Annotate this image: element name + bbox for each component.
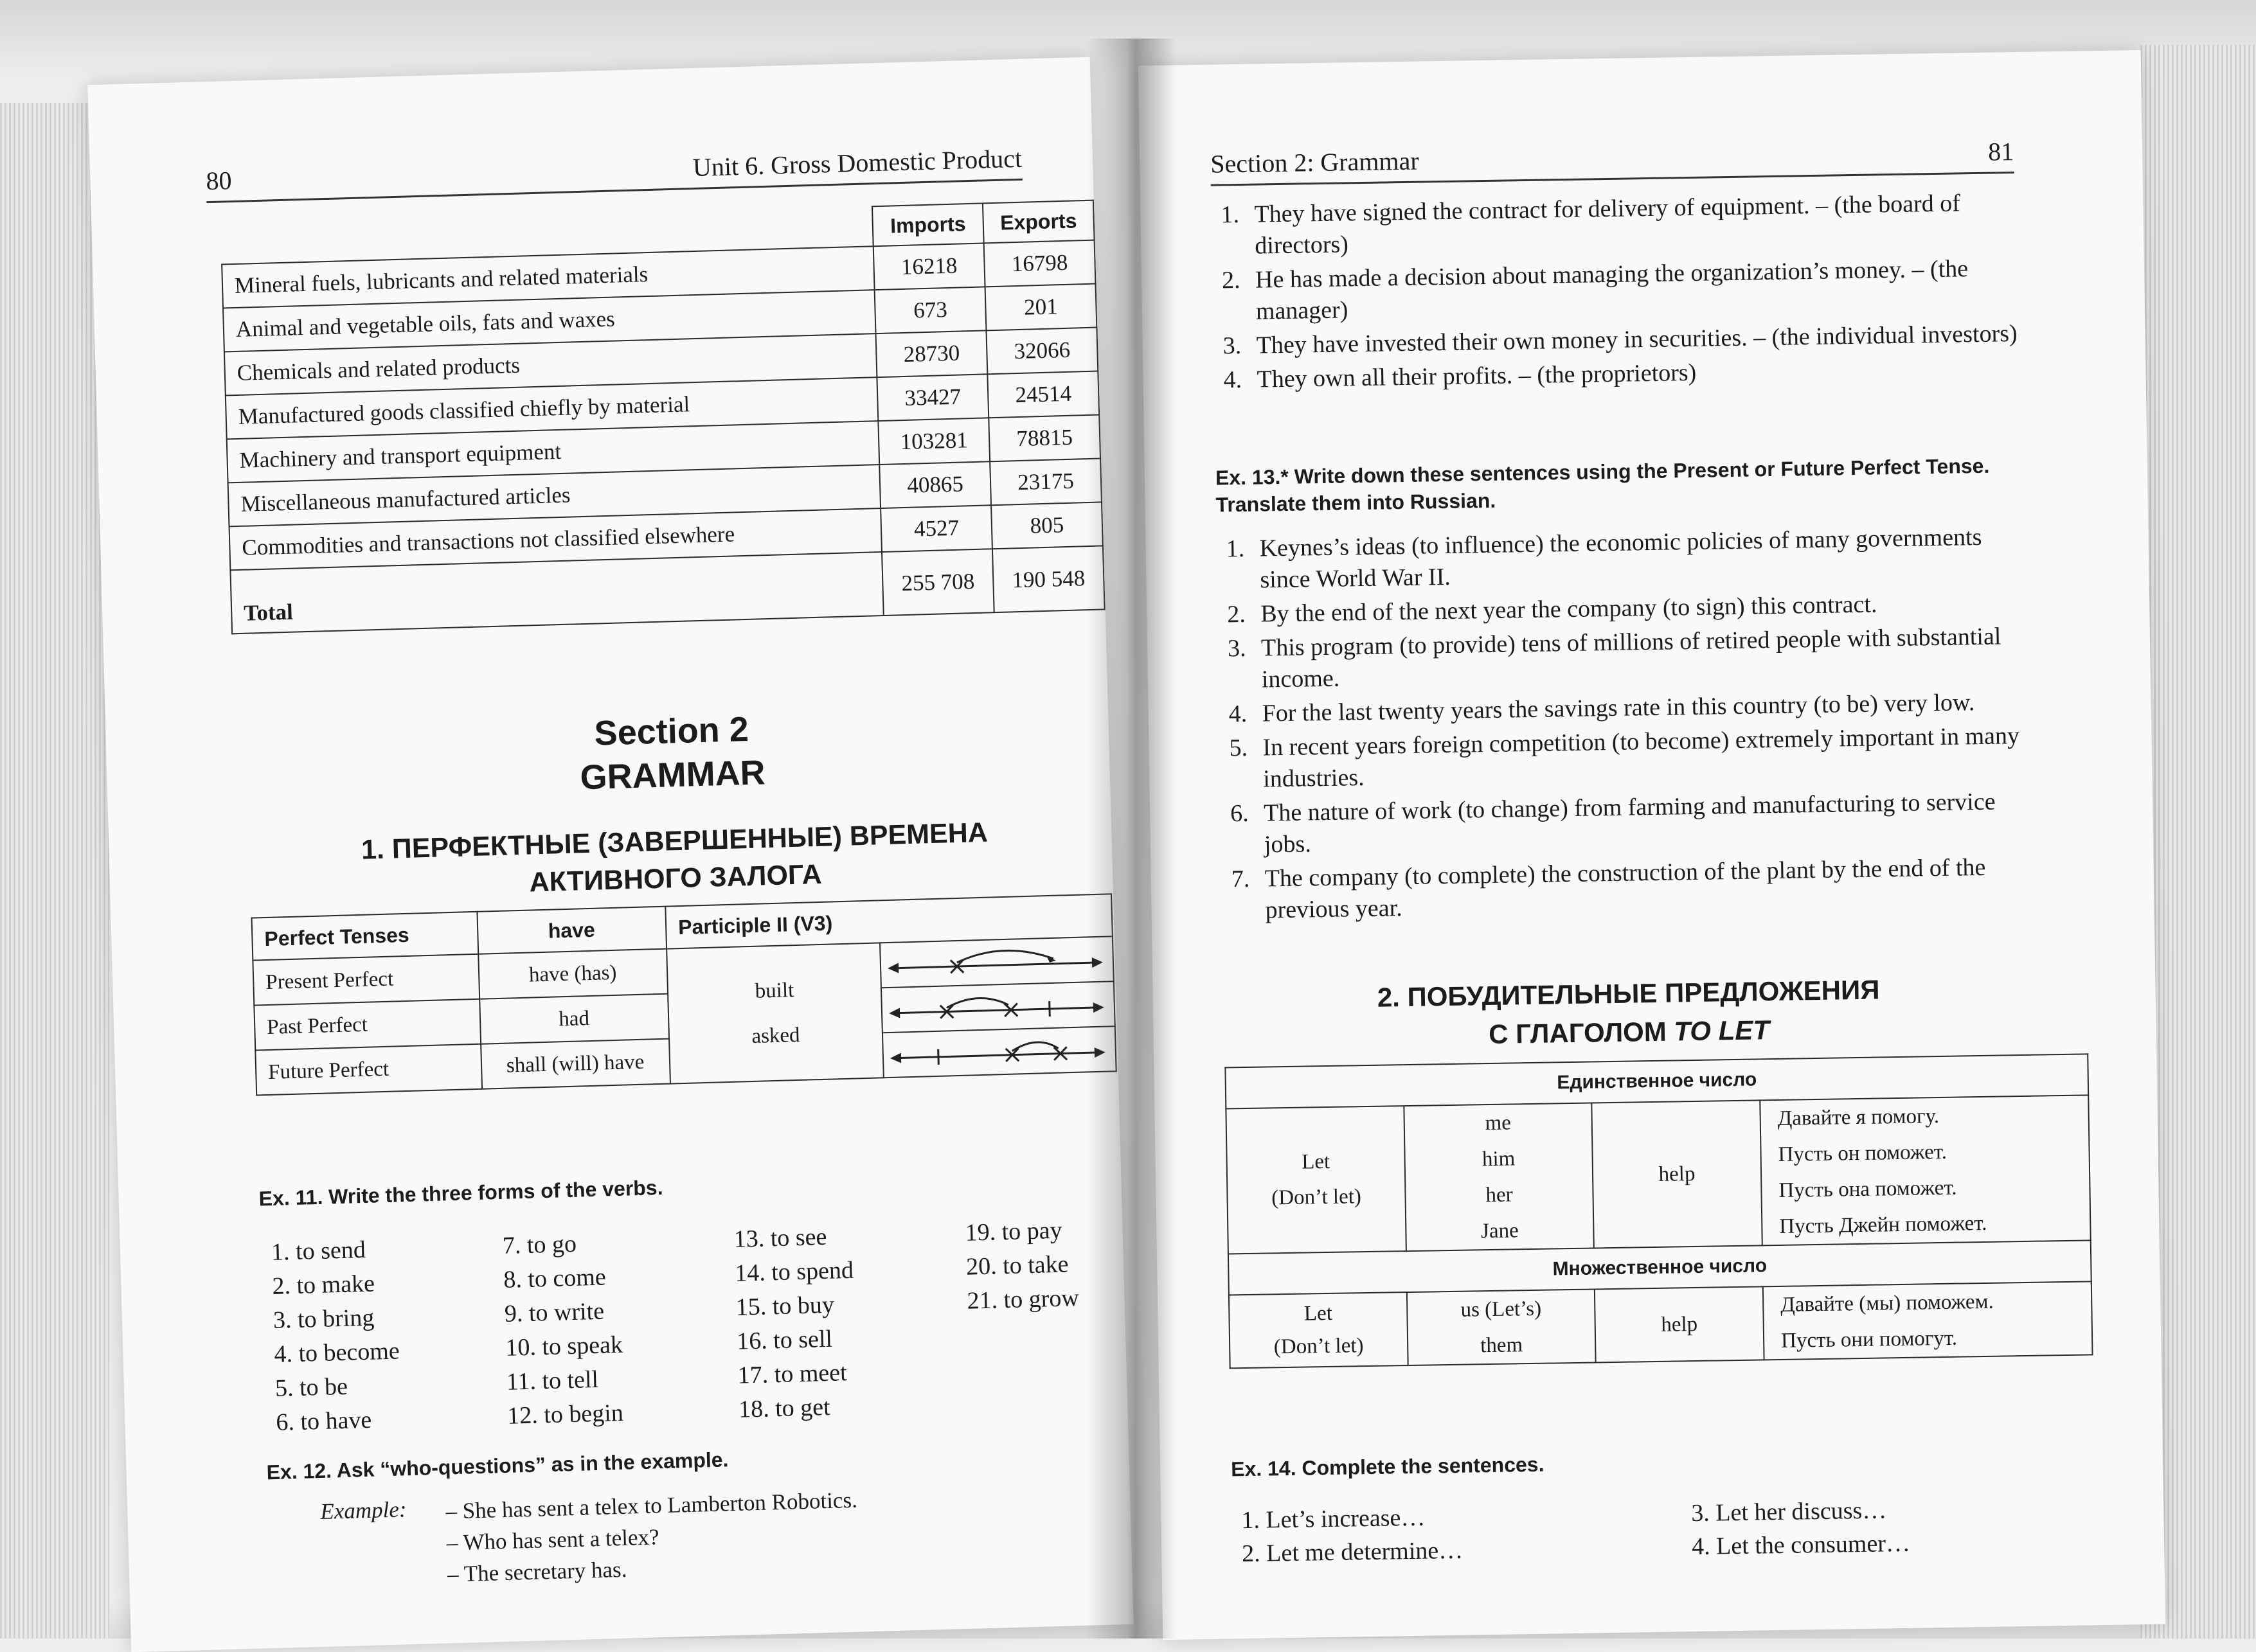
total-imports: 255 708: [882, 549, 994, 616]
list-item: 11. to tell: [506, 1365, 599, 1396]
commodity-name: Commodities and transactions not classified elsewhere: [229, 508, 882, 570]
who-questions-list: [1221, 187, 2027, 399]
let-cell: [1229, 1292, 1408, 1368]
list-item: [1231, 851, 2035, 927]
ex12-instruction: Ask “who-questions” as in the example.: [336, 1448, 729, 1482]
dont-let-word: (Don’t let): [1271, 1185, 1362, 1210]
singular-objects: [1404, 1103, 1594, 1252]
let-heading-prefix: С ГЛАГОЛОМ: [1488, 1016, 1667, 1050]
commodity-name: Miscellaneous manufactured articles: [228, 465, 881, 526]
translation: Давайте (мы) поможем.: [1780, 1290, 1994, 1317]
page-stack-left-edge: [0, 103, 109, 1639]
page-number: 80: [205, 166, 233, 196]
section-title: Section 2: [593, 709, 749, 753]
imports-value: 16218: [873, 243, 985, 290]
let-word: Let: [1303, 1301, 1333, 1326]
list-item: 10. to speak: [505, 1331, 623, 1362]
item-number: 3.: [1227, 634, 1246, 662]
list-item: 6. to have: [275, 1406, 372, 1436]
list-item: 5. to be: [274, 1372, 348, 1402]
ex14-instruction: Complete the sentences.: [1302, 1452, 1544, 1480]
perfect-tenses-table: [251, 893, 1117, 1096]
list-item: [1221, 187, 2025, 263]
participle-built: built: [755, 979, 794, 1003]
imports-value: 673: [875, 287, 987, 333]
list-item: 1. to send: [271, 1236, 366, 1266]
dont-let-word: (Don’t let): [1273, 1334, 1364, 1359]
list-item: 14. to spend: [734, 1256, 854, 1287]
item-number: 2.: [1221, 266, 1240, 294]
list-item: 4. to become: [273, 1337, 400, 1368]
list-item: 20. to take: [965, 1250, 1070, 1281]
ex14-column-2: [1691, 1493, 1910, 1563]
exports-value: 201: [985, 284, 1097, 331]
singular-row: [1226, 1095, 2090, 1254]
list-item: 15. to buy: [735, 1291, 835, 1321]
list-item: [1222, 253, 2026, 328]
commodity-name: Machinery and transport equipment: [227, 421, 880, 483]
timeline-future-perfect: [882, 1026, 1116, 1078]
list-item: 21. to grow: [967, 1284, 1080, 1315]
item-number: 1.: [1226, 535, 1245, 563]
timeline-arrow-icon: [882, 982, 1115, 1031]
ex14-column-1: [1241, 1500, 1464, 1570]
imports-value: 33427: [877, 374, 989, 421]
left-page: [87, 57, 1134, 1652]
list-item: [1226, 521, 2030, 597]
example-line: – Who has sent a telex?: [446, 1524, 660, 1556]
object-pronoun: us (Let’s): [1460, 1297, 1542, 1322]
imports-value: 28730: [876, 330, 988, 377]
book-gutter-shadow: [1086, 39, 1176, 1639]
ex14-heading: [1231, 1453, 1544, 1482]
list-item: 2. to make: [271, 1270, 375, 1300]
help-verb: help: [1595, 1286, 1764, 1362]
right-page: [1138, 50, 2165, 1640]
list-item: 9. to write: [504, 1297, 605, 1328]
list-item: 4. Let the consumer…: [1691, 1529, 1911, 1561]
list-item: 17. to meet: [737, 1359, 848, 1389]
plural-translations: [1763, 1281, 2093, 1360]
tenses-heading: 1. ПЕРФЕКТНЫЕ (ЗАВЕРШЕННЫЕ) ВРЕМЕНА: [361, 817, 989, 866]
have-form: shall (will) have: [481, 1039, 670, 1089]
item-number: 6.: [1230, 799, 1249, 828]
item-text: By the end of the next year the company (to sign) this contract.: [1260, 591, 1877, 628]
perfect-tenses-header: Perfect Tenses: [252, 912, 479, 961]
timeline-past-perfect: [881, 981, 1115, 1033]
ex13-instruction: Write down these sentences using the Present or Future Perfect Tense. Translate them into Russian.: [1215, 454, 1990, 517]
imports-value: 40865: [879, 461, 991, 508]
ex14-list: [1241, 1491, 2052, 1581]
plural-header: Множественное число: [1228, 1240, 2091, 1295]
item-text: He has made a decision about managing the organization’s money. – (the manager): [1255, 255, 1969, 325]
object-pronoun: him: [1482, 1147, 1516, 1171]
item-number: 7.: [1231, 865, 1250, 893]
ex13-heading: [1215, 452, 2032, 519]
plural-row: [1229, 1281, 2093, 1368]
have-header: have: [477, 907, 667, 954]
timeline-present-perfect: [880, 936, 1114, 988]
tense-name: Past Perfect: [254, 999, 481, 1051]
example-label: Example:: [319, 1497, 407, 1525]
item-number: 4.: [1223, 366, 1242, 394]
item-text: Keynes’s ideas (to influence) the economic policies of many governments since World War II.: [1259, 523, 1982, 594]
list-item: 16. to sell: [736, 1325, 833, 1355]
verb-column-4: [965, 1213, 1080, 1319]
imports-value: 4527: [881, 505, 992, 552]
right-running-header: [1210, 129, 2014, 186]
ex14-number: Ex. 14.: [1230, 1456, 1296, 1481]
exports-value: 16798: [984, 240, 1096, 287]
running-title: Section 2: Grammar: [1210, 146, 1419, 179]
list-item: 2. Let me determine…: [1241, 1536, 1464, 1568]
item-text: They own all their profits. – (the proprietors): [1257, 359, 1697, 393]
item-text: They have signed the contract for delivery of equipment. – (the board of directors): [1254, 190, 1961, 260]
list-item: [1229, 720, 2033, 796]
tenses-heading-line2: АКТИВНОГО ЗАЛОГА: [528, 858, 823, 898]
ex11-instruction: Write the three forms of the verbs.: [328, 1175, 663, 1209]
item-number: 5.: [1229, 734, 1248, 762]
list-item: 8. to come: [503, 1263, 607, 1293]
plural-objects: [1407, 1289, 1596, 1365]
participle-header: Participle II (V3): [665, 894, 1113, 948]
list-item: 19. to pay: [965, 1216, 1063, 1247]
ex12-number: Ex. 12.: [266, 1459, 332, 1484]
list-item: 12. to begin: [506, 1399, 624, 1430]
translation: Пусть они помогут.: [1780, 1326, 1958, 1353]
singular-header: Единственное число: [1225, 1054, 2088, 1108]
imports-header: Imports: [872, 203, 984, 246]
ex11-number: Ex. 11.: [258, 1185, 323, 1211]
commodity-name: Chemicals and related products: [224, 333, 877, 395]
ex11-heading: [258, 1176, 663, 1211]
item-text: The company (to complete) the construction of the plant by the end of the previous year.: [1264, 853, 1986, 924]
exports-value: 23175: [990, 458, 1102, 505]
item-text: This program (to provide) tens of millions of retired people with substantial income.: [1260, 623, 2001, 693]
let-word: Let: [1301, 1150, 1330, 1174]
exports-value: 24514: [987, 371, 1099, 418]
translation: Пусть Джейн поможет.: [1779, 1211, 1987, 1238]
trade-table: [220, 200, 1105, 635]
participle-examples: [667, 943, 884, 1083]
ex12-heading: [266, 1448, 729, 1484]
item-number: 4.: [1228, 700, 1248, 728]
running-title: Unit 6. Gross Domestic Product: [692, 143, 1023, 182]
participle-asked: asked: [751, 1023, 801, 1048]
item-text: In recent years foreign competition (to become) extremely important in many industries.: [1262, 722, 2020, 793]
commodity-name: Mineral fuels, lubricants and related materials: [222, 246, 875, 308]
imports-value: 103281: [878, 418, 990, 465]
list-item: [1230, 786, 2034, 862]
list-item: [1228, 621, 2032, 697]
verb-column-3: [733, 1220, 858, 1427]
verb-column-2: [502, 1226, 625, 1434]
timeline-arrow-icon: [883, 1027, 1116, 1076]
timeline-arrow-icon: [881, 937, 1113, 986]
object-pronoun: me: [1485, 1111, 1512, 1135]
exports-value: 805: [991, 502, 1103, 549]
example-line: – The secretary has.: [447, 1556, 627, 1587]
have-form: have (has): [478, 949, 668, 999]
translation: Давайте я помогу.: [1777, 1105, 1940, 1130]
let-heading-line2: [1224, 1011, 2034, 1054]
exports-value: 78815: [989, 415, 1100, 462]
commodity-name: Manufactured goods classified chiefly by material: [226, 377, 879, 439]
list-item: 1. Let’s increase…: [1241, 1504, 1426, 1534]
ex13-list: [1226, 521, 2036, 930]
let-cell: [1226, 1106, 1406, 1254]
commodity-name: Animal and vegetable oils, fats and waxes: [223, 290, 876, 351]
let-table: [1224, 1053, 2093, 1369]
left-running-header: [206, 136, 1023, 203]
item-text: They have invested their own money in securities. – (the individual investors): [1256, 319, 2018, 359]
object-pronoun: her: [1485, 1183, 1513, 1207]
exports-header: Exports: [983, 200, 1095, 244]
tense-name: Present Perfect: [253, 954, 479, 1006]
verb-list: [271, 1212, 1125, 1448]
tense-name: Future Perfect: [255, 1044, 482, 1096]
translation: Пусть он поможет.: [1778, 1140, 1947, 1166]
verb-column-1: [271, 1232, 402, 1440]
total-label: Total: [230, 552, 883, 634]
ex13-number: Ex. 13.*: [1215, 465, 1289, 490]
help-verb: help: [1591, 1100, 1762, 1248]
object-pronoun: Jane: [1480, 1219, 1519, 1243]
have-form: had: [479, 994, 669, 1044]
example-line: – She has sent a telex to Lamberton Robotics.: [445, 1487, 858, 1524]
example-lines: [445, 1484, 859, 1590]
let-heading: 2. ПОБУДИТЕЛЬНЫЕ ПРЕДЛОЖЕНИЯ: [1377, 974, 1880, 1013]
item-number: 1.: [1221, 200, 1240, 229]
object-pronoun: them: [1480, 1333, 1523, 1358]
page-number: 81: [1987, 137, 2014, 166]
singular-translations: [1760, 1095, 2090, 1245]
list-item: 13. to see: [733, 1223, 827, 1253]
list-item: 7. to go: [502, 1230, 577, 1259]
let-heading-italic: TO LET: [1674, 1015, 1770, 1047]
item-text: For the last twenty years the savings rate in this country (to be) very low.: [1262, 689, 1975, 727]
exports-value: 32066: [986, 328, 1098, 375]
list-item: 3. Let her discuss…: [1691, 1497, 1887, 1527]
item-text: The nature of work (to change) from farming and manufacturing to service jobs.: [1263, 788, 1996, 858]
total-exports: 190 548: [992, 546, 1105, 612]
translation: Пусть она поможет.: [1778, 1176, 1957, 1202]
item-number: 2.: [1226, 600, 1246, 628]
list-item: 3. to bring: [273, 1304, 375, 1334]
section-subtitle: GRAMMAR: [579, 753, 766, 797]
list-item: 18. to get: [738, 1393, 831, 1423]
item-number: 3.: [1222, 332, 1242, 360]
